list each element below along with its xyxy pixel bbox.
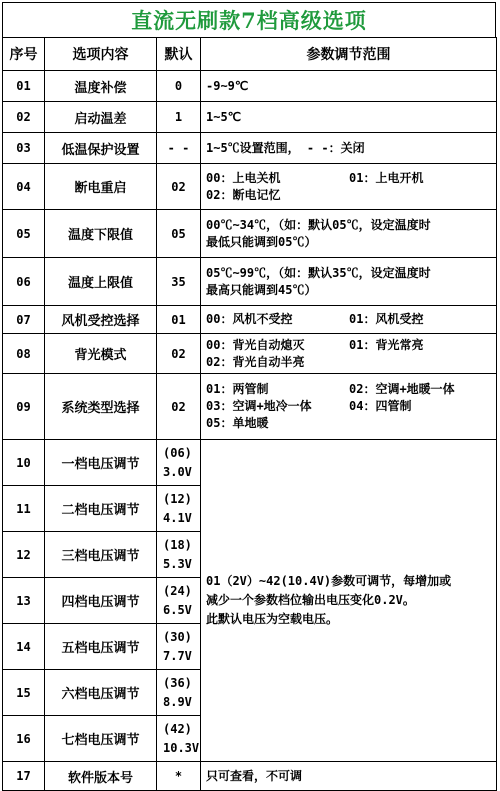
default-value: - - <box>157 133 201 164</box>
row-number: 15 <box>3 670 45 716</box>
option-name: 断电重启 <box>45 164 157 210</box>
default-value: 02 <box>157 334 201 374</box>
row-number: 03 <box>3 133 45 164</box>
option-name: 五档电压调节 <box>45 624 157 670</box>
range-option: 01：背光常亮 <box>349 337 424 352</box>
default-code: (36) <box>163 675 192 690</box>
range-option: 01：两管制 <box>206 382 269 396</box>
header-name: 选项内容 <box>45 38 157 71</box>
range-option: 00：上电关机 <box>206 170 281 185</box>
default-value <box>157 440 201 486</box>
option-name: 温度补偿 <box>45 71 157 102</box>
table-row <box>3 334 497 374</box>
range-option: 01：风机受控 <box>349 312 424 326</box>
range-option-pair <box>206 354 492 371</box>
range-option: 02：空调+地暖一体 <box>349 382 455 396</box>
range-line: 此默认电压为空载电压。 <box>206 612 339 626</box>
option-name: 三档电压调节 <box>45 532 157 578</box>
default-code: (06) <box>163 445 192 460</box>
range-cell <box>201 306 497 334</box>
table-row <box>3 762 497 791</box>
default-voltage: 10.3V <box>163 740 200 755</box>
row-number: 12 <box>3 532 45 578</box>
default-value <box>157 670 201 716</box>
default-code: (42) <box>163 721 192 736</box>
default-value <box>157 624 201 670</box>
option-name: 六档电压调节 <box>45 670 157 716</box>
range-cell <box>201 102 497 133</box>
header-no: 序号 <box>3 38 45 71</box>
range-option: 01：上电开机 <box>349 170 424 185</box>
range-option-pair <box>206 170 492 187</box>
range-option: 03：空调+地冷一体 <box>206 399 312 413</box>
option-name: 风机受控选择 <box>45 306 157 334</box>
range-option: 05：单地暖 <box>206 416 269 430</box>
option-name: 二档电压调节 <box>45 486 157 532</box>
table-row <box>3 133 497 164</box>
range-option: 04：四管制 <box>349 399 412 413</box>
range-line: -9~9℃ <box>206 78 249 93</box>
row-number: 01 <box>3 71 45 102</box>
default-voltage: 8.9V <box>163 694 192 709</box>
default-value: 0 <box>157 71 201 102</box>
default-value: 1 <box>157 102 201 133</box>
range-line: 05℃~99℃，（如：默认35℃，设定温度时 <box>206 265 431 280</box>
range-line: 最低只能调到05℃） <box>206 234 317 249</box>
range-cell <box>201 334 497 374</box>
range-option-pair <box>206 398 492 415</box>
option-name: 温度下限值 <box>45 210 157 258</box>
range-option-pair <box>206 311 492 328</box>
header-range: 参数调节范围 <box>201 38 497 71</box>
default-voltage: 3.0V <box>163 464 192 479</box>
range-option-pair <box>206 187 492 204</box>
option-name: 背光模式 <box>45 334 157 374</box>
range-option-pair <box>206 381 492 398</box>
range-line: 最高只能调到45℃） <box>206 282 317 297</box>
range-option: 02：断电记忆 <box>206 187 281 202</box>
table-row <box>3 71 497 102</box>
range-cell: 只可查看，不可调 <box>201 762 497 791</box>
range-option: 02：背光自动半亮 <box>206 354 305 369</box>
default-value <box>157 716 201 762</box>
table-row <box>3 210 497 258</box>
row-number: 04 <box>3 164 45 210</box>
range-line: 00℃~34℃，（如：默认05℃，设定温度时 <box>206 217 431 232</box>
options-table <box>2 37 497 791</box>
range-option <box>349 415 492 432</box>
default-voltage: 5.3V <box>163 556 192 571</box>
option-name: 系统类型选择 <box>45 374 157 440</box>
range-option <box>349 354 492 371</box>
voltage-range-cell <box>201 440 497 762</box>
table-row <box>3 374 497 440</box>
row-number: 07 <box>3 306 45 334</box>
default-value: 05 <box>157 210 201 258</box>
default-value <box>157 578 201 624</box>
header-default: 默认 <box>157 38 201 71</box>
table-row <box>3 258 497 306</box>
default-voltage: 6.5V <box>163 602 192 617</box>
table-row <box>3 440 497 486</box>
table-row <box>3 102 497 133</box>
row-number: 17 <box>3 762 45 791</box>
option-name: 七档电压调节 <box>45 716 157 762</box>
default-value: 35 <box>157 258 201 306</box>
range-cell <box>201 71 497 102</box>
row-number: 06 <box>3 258 45 306</box>
row-number: 02 <box>3 102 45 133</box>
row-number: 11 <box>3 486 45 532</box>
range-cell <box>201 210 497 258</box>
range-option: 00：风机不受控 <box>206 312 293 326</box>
range-line: 减少一个参数档位输出电压变化0.2V。 <box>206 593 415 607</box>
range-option-pair <box>206 337 492 354</box>
default-code: (24) <box>163 583 192 598</box>
option-name: 低温保护设置 <box>45 133 157 164</box>
default-code: (12) <box>163 491 192 506</box>
row-number: 14 <box>3 624 45 670</box>
default-value <box>157 532 201 578</box>
option-name: 温度上限值 <box>45 258 157 306</box>
default-code: (18) <box>163 537 192 552</box>
option-name: 启动温差 <box>45 102 157 133</box>
table-row <box>3 306 497 334</box>
default-value <box>157 486 201 532</box>
option-name: 四档电压调节 <box>45 578 157 624</box>
range-cell <box>201 164 497 210</box>
range-line: 01（2V）~42(10.4V)参数可调节，每增加或 <box>206 574 452 588</box>
page-title: 直流无刷款7档高级选项 <box>2 2 496 38</box>
range-line: 1~5℃ <box>206 109 242 124</box>
row-number: 09 <box>3 374 45 440</box>
table-row <box>3 164 497 210</box>
range-option <box>349 187 492 204</box>
option-name: 一档电压调节 <box>45 440 157 486</box>
default-voltage: 4.1V <box>163 510 192 525</box>
range-option: 00：背光自动熄灭 <box>206 337 305 352</box>
default-voltage: 7.7V <box>163 648 192 663</box>
option-name: 软件版本号 <box>45 762 157 791</box>
row-number: 05 <box>3 210 45 258</box>
row-number: 08 <box>3 334 45 374</box>
range-cell <box>201 258 497 306</box>
range-line: 1~5℃设置范围， - -：关闭 <box>206 140 365 155</box>
default-value: 02 <box>157 164 201 210</box>
row-number: 13 <box>3 578 45 624</box>
default-value: 01 <box>157 306 201 334</box>
row-number: 16 <box>3 716 45 762</box>
range-cell <box>201 374 497 440</box>
range-cell <box>201 133 497 164</box>
default-code: (30) <box>163 629 192 644</box>
range-option-pair <box>206 415 492 432</box>
table-header-row <box>3 38 497 71</box>
default-value: 02 <box>157 374 201 440</box>
row-number: 10 <box>3 440 45 486</box>
default-value: * <box>157 762 201 791</box>
